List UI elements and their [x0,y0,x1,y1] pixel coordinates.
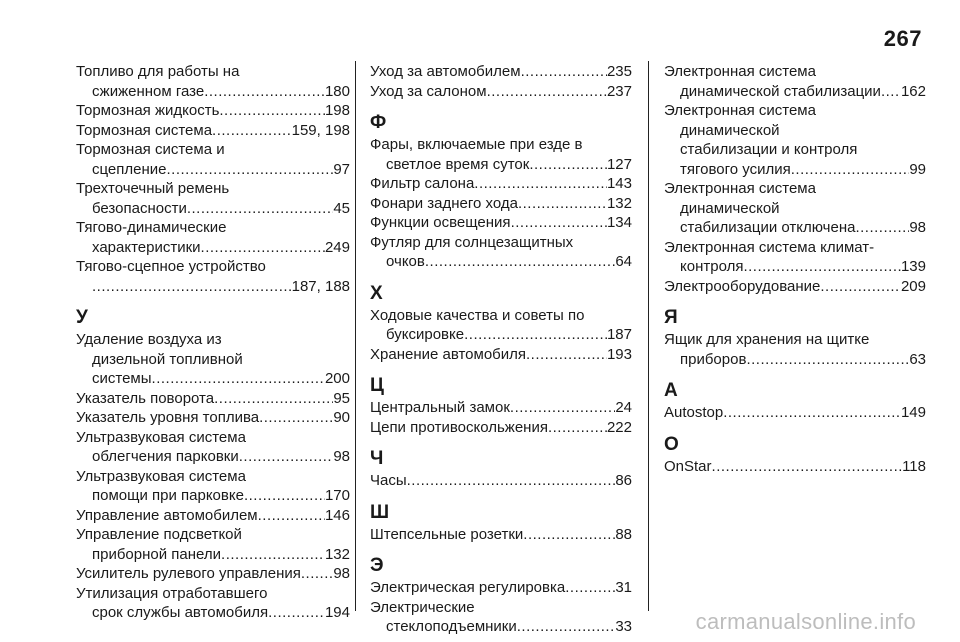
entry-text: Ультразвуковая система [76,467,246,485]
entry-line [664,277,926,297]
page-ref[interactable]: 24 [615,399,632,416]
page-ref[interactable]: 187 [606,326,632,343]
entry-text: Ящик для хранения на щитке [664,331,870,348]
entry-line [76,82,350,102]
index-entry [76,564,350,584]
dot-leader [152,369,325,389]
entry-line [370,525,632,545]
index-entry [76,140,350,179]
entry-line [76,428,350,448]
page-ref[interactable]: 98 [909,219,926,236]
section-letter: A [664,380,678,401]
entry-text: Ультразвуковая система [76,428,246,446]
dot-leader [820,277,901,297]
entry-text: приборной панели [92,545,222,563]
entry-line [664,62,926,82]
dot-leader [219,101,325,121]
entry-line [76,506,350,526]
entry-line [370,471,632,491]
entry-text: сцепление [92,160,167,178]
entry-line [76,525,350,545]
entry-line [76,101,350,121]
dot-leader [204,82,325,102]
dot-leader [510,398,615,418]
entry-line [370,398,632,418]
entry-text: контроля [680,258,744,275]
page-ref[interactable]: 98 [333,565,350,582]
index-entry [76,408,350,428]
entry-line [664,238,926,258]
entry-line [664,330,926,350]
dot-leader [565,578,615,598]
page-ref[interactable]: 180 [324,82,350,100]
dot-leader [464,325,607,345]
entry-line [76,257,350,277]
entry-line [370,325,632,345]
index-entry [370,174,632,194]
page-ref[interactable]: 193 [606,345,632,363]
page-ref[interactable]: 149 [900,404,926,421]
entry-line [664,121,926,141]
page-ref[interactable]: 132 [324,545,350,563]
dot-leader [214,389,333,409]
dot-leader [511,213,607,233]
dot-leader [523,525,615,545]
page-ref[interactable]: 235 [606,63,632,80]
entry-text: Штепсельные розетки [370,525,524,543]
page-ref[interactable]: 99 [909,160,926,178]
index-section [664,62,926,296]
index-entry [76,218,350,257]
entry-text: Утилизация отработавшего [76,584,268,602]
entry-line [76,408,350,428]
page-ref[interactable]: 45 [333,199,350,217]
entry-text: буксировке [386,326,465,343]
entry-text: Футляр для солнцезащитных [370,233,574,251]
entry-line [76,160,350,180]
index-entry [370,233,632,272]
page-ref[interactable]: 33 [615,618,632,635]
entry-text: динамической стабилизации [680,82,881,100]
index-section [370,447,632,491]
entry-line [664,82,926,102]
entry-line [370,306,632,326]
dot-leader [301,564,333,584]
index-entry [664,62,926,101]
entry-text: Электронная система [664,102,816,119]
entry-line [370,418,632,438]
entry-line [76,584,350,604]
entry-text: Управление подсветкой [76,526,242,543]
dot-leader [791,160,910,180]
index-entry [76,467,350,506]
entry-line [664,257,926,277]
index-column-1 [76,62,350,623]
entry-text: Указатель уровня топлива [76,409,260,426]
page-number: 267 [883,26,922,51]
entry-text: Тягово-динамические [76,219,227,236]
entry-text: Усилитель рулевого управления [76,565,301,582]
entry-line [76,218,350,238]
entry-line [664,101,926,121]
section-letter: O [664,433,679,455]
index-entry [76,257,350,296]
entry-line [370,252,632,272]
entry-line [370,174,632,194]
index-entry [76,525,350,564]
dot-leader [474,174,607,194]
dot-leader [712,457,903,477]
index-section [76,62,350,296]
page-ref[interactable]: 200 [324,370,350,387]
index-entry [76,389,350,409]
entry-line [664,140,926,160]
page-ref[interactable]: 194 [324,604,350,621]
page-ref[interactable]: 127 [606,155,632,173]
entry-text: облегчения парковки [92,448,239,465]
entry-text: Ходовые качества и советы по [370,306,585,324]
dot-leader [881,82,901,102]
page-ref[interactable]: 64 [615,253,632,270]
page-ref[interactable]: 187, 188 [291,277,350,295]
page-ref[interactable]: 97 [333,160,350,178]
entry-text: Электрическая регулировка [370,579,566,596]
dot-leader [746,350,909,370]
entry-text: срок службы автомобиля [92,604,269,621]
entry-line [664,199,926,219]
index-entry [370,398,632,418]
index-entry [76,584,350,623]
section-letter: Ш [370,501,390,523]
entry-line [76,238,350,258]
entry-text: помощи при парковке [92,487,244,504]
entry-line [76,277,350,297]
entry-line [370,617,632,637]
column-divider [355,61,356,611]
page-ref[interactable]: 95 [333,389,350,407]
entry-line [664,218,926,238]
dot-leader [521,62,607,82]
entry-text: дизельной топливной [92,350,243,368]
section-letter: Х [370,282,383,304]
entry-line [76,564,350,584]
page-ref[interactable]: 198 [324,102,350,119]
entry-text: динамической [680,199,780,217]
entry-line [76,369,350,389]
dot-leader [548,418,607,438]
page-ref[interactable]: 88 [615,525,632,543]
entry-line [76,467,350,487]
column-divider [648,61,649,611]
entry-line [76,447,350,467]
page-ref[interactable]: 159, 198 [291,121,350,139]
dot-leader [201,238,325,258]
section-letter: У [76,307,88,328]
entry-text: системы [92,370,152,387]
entry-text: Цепи противоскольжения [370,418,548,436]
dot-leader [407,471,616,491]
dot-leader [187,199,333,219]
entry-text: Электрические [370,598,475,616]
index-entry [370,135,632,174]
page-ref[interactable]: 170 [324,487,350,504]
entry-line [76,199,350,219]
entry-text: Autostop [664,404,724,421]
page-ref[interactable]: 249 [324,238,350,256]
index-entry [76,506,350,526]
entry-text: приборов [680,350,747,368]
entry-text: Управление автомобилем [76,506,258,524]
index-entry [664,457,926,477]
entry-text: Уход за салоном [370,82,487,100]
entry-text: светлое время суток [386,155,530,173]
page-ref[interactable]: 134 [606,214,632,231]
page-ref[interactable]: 86 [615,472,632,489]
dot-leader [855,218,909,238]
entry-text: Трехточечный ремень [76,180,230,197]
page-ref[interactable]: 146 [324,506,350,524]
dot-leader [92,277,292,297]
dot-leader [743,257,901,277]
entry-line [664,457,926,477]
entry-text: Электрооборудование [664,277,821,295]
entry-line [76,330,350,350]
index-section [664,379,926,423]
index-column-2 [370,62,632,637]
entry-text: Электронная система [664,63,816,80]
entry-text: Указатель поворота [76,389,215,407]
entry-line [664,350,926,370]
index-entry [664,179,926,238]
dot-leader [487,82,607,102]
entry-text: Часы [370,472,407,489]
index-entry [370,418,632,438]
index-entry [370,471,632,491]
dot-leader [259,408,333,428]
index-column-3 [664,62,926,476]
entry-text: Электронная система [664,180,816,197]
index-entry [664,238,926,277]
index-entry [370,525,632,545]
entry-text: OnStar [664,457,712,475]
entry-line [370,578,632,598]
index-entry [370,82,632,102]
index-entry [76,330,350,389]
entry-text: Удаление воздуха из [76,331,222,348]
page-ref[interactable]: 209 [900,277,926,295]
entry-text: динамической [680,121,780,139]
index-section [370,554,632,637]
dot-leader [212,121,292,141]
entry-line [76,486,350,506]
index-entry [664,403,926,423]
dot-leader [167,160,334,180]
page-ref[interactable]: 63 [909,350,926,368]
index-section [370,282,632,365]
entry-line [76,350,350,370]
entry-text: Тормозная система и [76,141,225,158]
entry-text: Фары, включаемые при езде в [370,136,583,153]
entry-line [370,233,632,253]
entry-line [76,179,350,199]
index-entry [76,121,350,141]
entry-text: Центральный замок [370,399,510,416]
dot-leader [239,447,334,467]
dot-leader [244,486,325,506]
entry-line [370,345,632,365]
entry-text: тягового усилия [680,160,791,178]
index-entry [370,598,632,637]
index-section [370,111,632,272]
index-entry [664,277,926,297]
entry-text: безопасности [92,199,187,217]
page-ref[interactable]: 118 [902,457,926,475]
dot-leader [526,345,607,365]
index-entry [76,62,350,101]
entry-line [76,389,350,409]
index-section [664,433,926,477]
index-section [370,62,632,101]
dot-leader [518,194,607,214]
entry-text: стабилизации отключена [680,219,856,236]
entry-line [370,82,632,102]
entry-text: сжиженном газе [92,82,205,100]
page-ref[interactable]: 237 [606,82,632,100]
entry-line [370,213,632,233]
dot-leader [517,617,616,637]
entry-line [370,62,632,82]
page-ref[interactable]: 222 [606,418,632,436]
section-letter: Э [370,555,384,576]
page-ref[interactable]: 143 [606,175,632,192]
entry-text: Электронная система климат- [664,238,875,256]
index-section [664,306,926,369]
entry-line [76,62,350,82]
entry-line [76,140,350,160]
page-ref[interactable]: 132 [606,194,632,212]
dot-leader [221,545,325,565]
index-entry [76,101,350,121]
index-entry [370,345,632,365]
index-entry [370,62,632,82]
dot-leader [723,403,901,423]
entry-text: Топливо для работы на [76,63,240,80]
section-letter: Я [664,307,678,328]
entry-text: Тягово-сцепное устройство [76,258,266,275]
index-entry [664,330,926,369]
entry-text: Функции освещения [370,214,511,231]
watermark: carmanualsonline.info [695,609,916,634]
dot-leader [268,603,325,623]
entry-line [370,135,632,155]
entry-line [664,403,926,423]
page-ref[interactable]: 90 [333,409,350,426]
entry-text: Фонари заднего хода [370,194,518,212]
entry-line [76,545,350,565]
dot-leader [258,506,325,526]
index-entry [370,194,632,214]
page-ref[interactable]: 31 [615,579,632,596]
index-entry [76,428,350,467]
section-letter: Ч [370,448,384,469]
entry-text: стабилизации и контроля [680,141,858,158]
entry-text: стеклоподъемники [386,618,517,635]
entry-text: очков [386,253,425,270]
index-section [370,501,632,545]
page-ref[interactable]: 98 [333,448,350,465]
entry-text: характеристики [92,238,201,256]
entry-line [370,155,632,175]
dot-leader [529,155,607,175]
entry-line [370,598,632,618]
index-section [76,306,350,623]
index-section [370,374,632,437]
entry-line [664,160,926,180]
index-entry [370,306,632,345]
entry-line [76,121,350,141]
entry-line [76,603,350,623]
entry-text: Тормозная жидкость [76,102,220,119]
page-ref[interactable]: 139 [900,258,926,275]
entry-text: Хранение автомобиля [370,345,527,363]
entry-line [664,179,926,199]
entry-text: Тормозная система [76,121,213,139]
entry-text: Фильтр салона [370,175,475,192]
dot-leader [425,252,615,272]
page-ref[interactable]: 162 [900,82,926,100]
section-letter: Ф [370,112,387,133]
entry-line [370,194,632,214]
section-letter: Ц [370,375,384,396]
index-entry [664,101,926,179]
entry-text: Уход за автомобилем [370,63,521,80]
index-entry [76,179,350,218]
index-entry [370,213,632,233]
index-entry [370,578,632,598]
